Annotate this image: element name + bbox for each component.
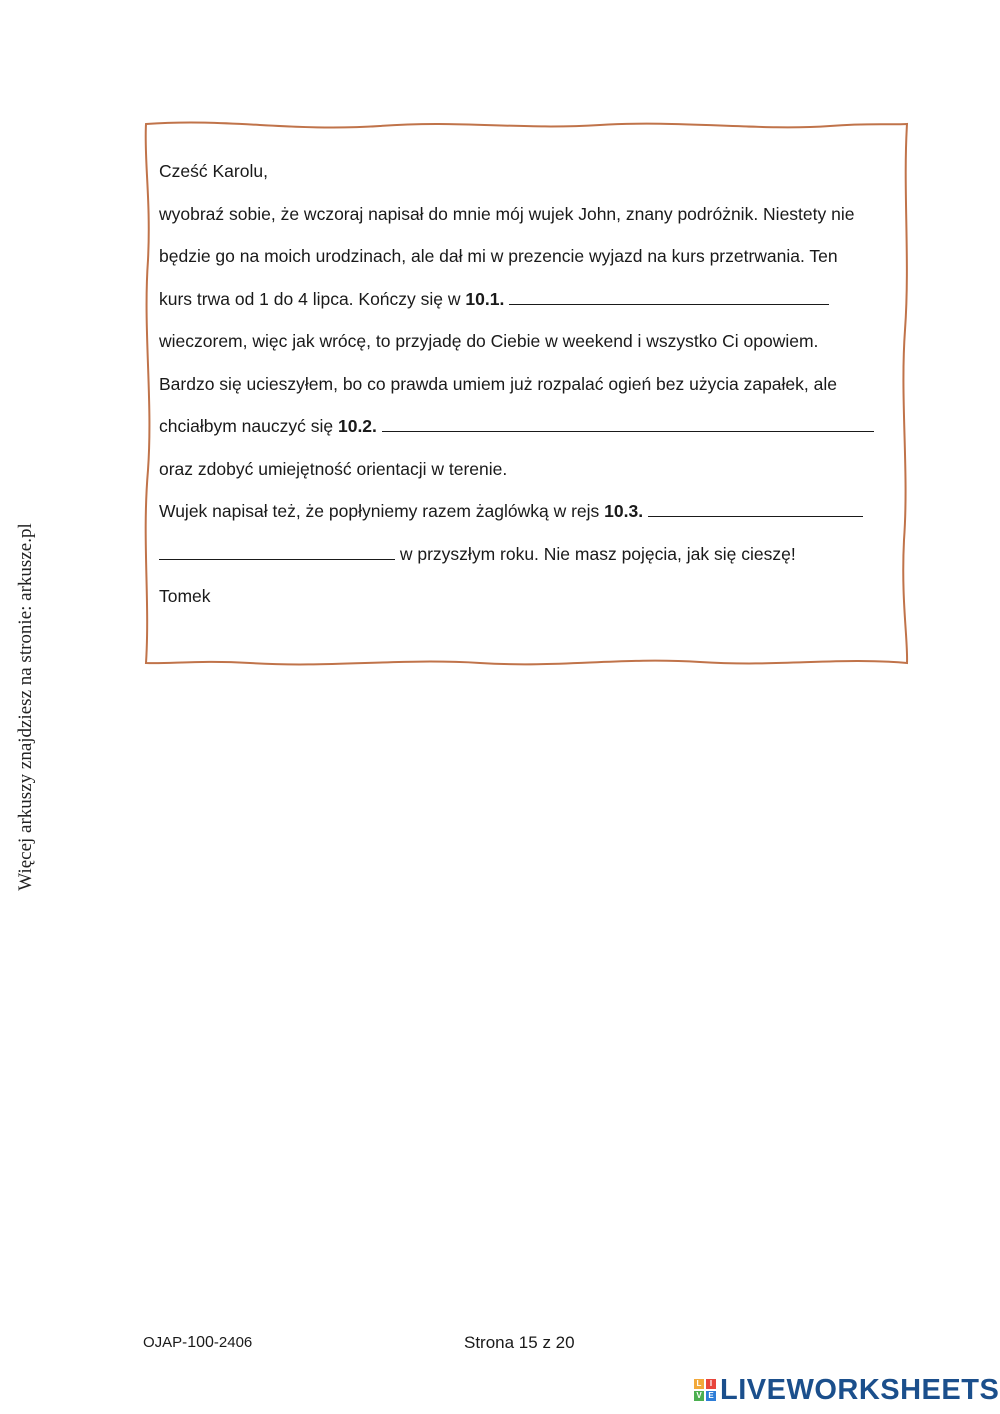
letter-signature: Tomek: [159, 586, 211, 606]
letter-line-2: będzie go na moich urodzinach, ale dał mi w prezencie wyjazd na kurs przetrwania. Ten: [159, 246, 838, 266]
logo-cell-l: L: [694, 1379, 704, 1389]
question-10-3-label: 10.3.: [604, 501, 644, 521]
letter-line-7: oraz zdobyć umiejętność orientacji w terenie.: [159, 458, 508, 479]
liveworksheets-logo: [694, 1374, 999, 1406]
logo-grid-icon: [694, 1379, 716, 1401]
exam-code-mid: 100: [187, 1334, 214, 1351]
letter-line-4: wieczorem, więc jak wrócę, to przyjadę do Ciebie w weekend i wszystko Ci opowiem.: [159, 331, 819, 351]
exam-code-suffix: -2406: [213, 1334, 253, 1351]
line-8-text: Wujek napisał też, że popłyniemy razem żaglówką w rejs: [159, 501, 600, 521]
logo-cell-v: V: [694, 1391, 704, 1401]
logo-cell-e: E: [706, 1391, 716, 1401]
letter-body: [159, 150, 899, 618]
line-3-text: kurs trwa od 1 do 4 lipca. Kończy się w: [159, 288, 461, 309]
letter-line-3: [159, 278, 899, 321]
answer-blank-10-3b[interactable]: [159, 540, 395, 560]
letter-line-8: [159, 490, 899, 533]
exam-code: [143, 1334, 252, 1352]
side-note: Więcej arkuszy znajdziesz na stronie: arkusze.pl: [15, 523, 36, 891]
letter-greeting: Cześć Karolu,: [159, 161, 268, 181]
letter-line-9: [159, 533, 899, 576]
logo-cell-i: I: [706, 1379, 716, 1389]
exam-code-prefix: OJAP-: [143, 1334, 188, 1351]
answer-blank-10-3a[interactable]: [648, 497, 863, 517]
line-9-text: w przyszłym roku. Nie masz pojęcia, jak się cieszę!: [399, 543, 796, 564]
letter-line-5: Bardzo się ucieszyłem, bo co prawda umiem już rozpalać ogień bez użycia zapałek, ale: [159, 373, 837, 394]
letter-line-1: wyobraź sobie, że wczoraj napisał do mnie mój wujek John, znany podróżnik. Niestety nie: [159, 203, 855, 224]
page-number: Strona 15 z 20: [464, 1333, 575, 1352]
line-6-text: chciałbym nauczyć się: [159, 416, 334, 436]
logo-text: LIVEWORKSHEETS: [720, 1373, 1000, 1406]
answer-blank-10-1[interactable]: [509, 285, 829, 305]
letter-line-6: [159, 405, 899, 448]
question-10-1-label: 10.1.: [465, 288, 505, 309]
question-10-2-label: 10.2.: [337, 416, 377, 436]
answer-blank-10-2[interactable]: [382, 412, 874, 432]
